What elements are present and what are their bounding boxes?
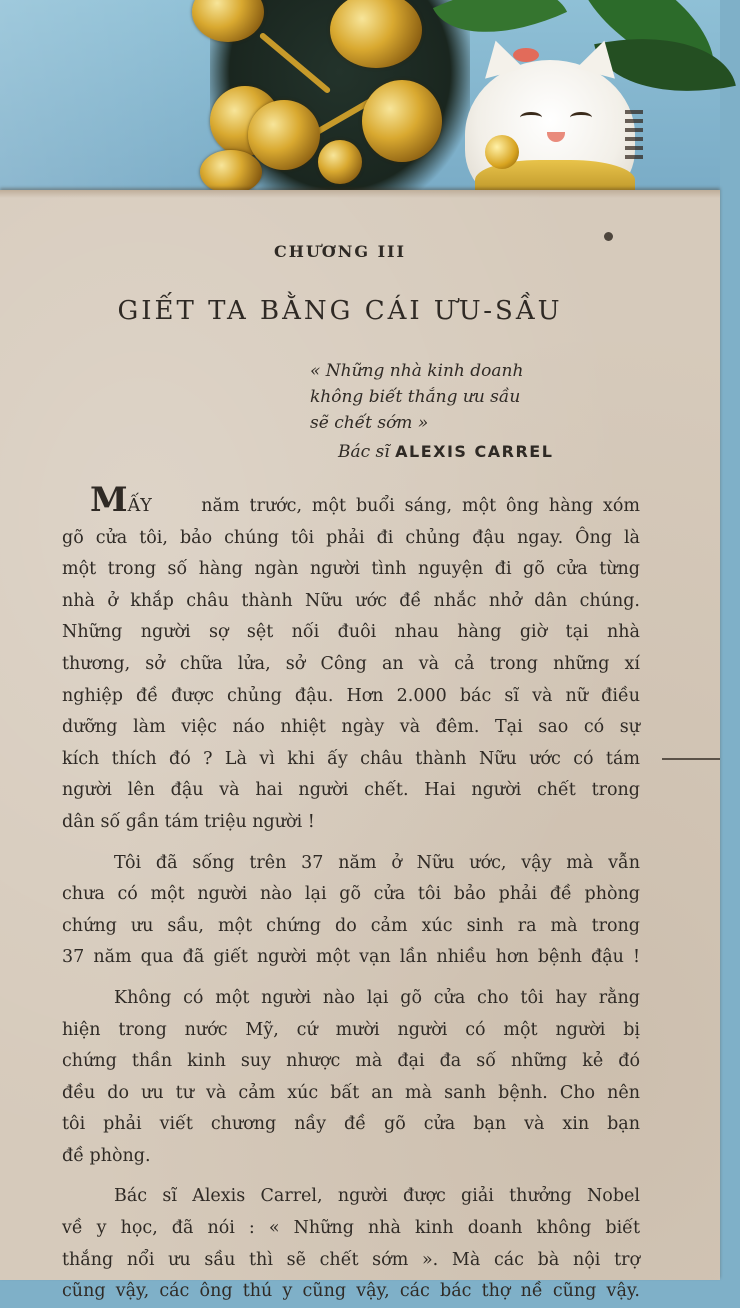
text-line: đề phòng. [62, 1145, 151, 1166]
paragraph-gap [62, 1172, 640, 1181]
cat-eye [520, 112, 542, 123]
text-line: dân số gần tám triệu người ! [62, 811, 315, 832]
text-line: một trong số hàng ngàn người tình nguyện đi gõ cửa từng [62, 559, 640, 580]
attribution-name: ALEXIS CARREL [395, 442, 554, 461]
background-scene [0, 0, 720, 200]
drop-cap: M [90, 480, 128, 520]
first-line-text: năm trước, một buổi sáng, một ông hàng xóm [201, 496, 640, 516]
text-line: cũng vậy, các ông thú y cũng vậy, các bác thợ nề cũng vậy. [62, 1281, 640, 1302]
text-line: tôi phải viết chương nầy đề gõ cửa bạn và xin bạn [62, 1114, 640, 1135]
text-line: dưỡng làm việc náo nhiệt ngày và đêm. Tại sao có sự [62, 717, 640, 738]
cat-head-mark [513, 48, 539, 62]
drop-cap-rest: ẤY [127, 496, 152, 516]
text-line: Bác sĩ Alexis Carrel, người được giải thưởng Nobel [114, 1186, 640, 1207]
text-line: nhà ở khắp châu thành Nữu ước đề nhắc nhở dân chúng. [62, 590, 640, 611]
body-text [62, 480, 640, 1308]
cat-eye [570, 112, 592, 123]
paragraph-gap [62, 974, 640, 983]
epigraph-attribution [338, 442, 553, 462]
text-line: thắng nổi ưu sầu thì sẽ chết sớm ». Mà các bà nội trợ [62, 1249, 640, 1270]
gold-ornament [200, 150, 262, 194]
gold-ornament [248, 100, 320, 170]
text-line: Không có một người nào lại gõ cửa cho tôi hay rằng [114, 987, 640, 1008]
text-line: thương, sở chữa lửa, sở Công an và cả trong những xí [62, 653, 640, 674]
text-line: Những người sợ sệt nối đuôi nhau hàng giờ tại nhà [62, 622, 640, 643]
epigraph-line: sẽ chết sớm » [310, 413, 429, 433]
text-line: 37 năm qua đã giết người một vạn lần nhiều hơn bệnh đậu ! [62, 947, 640, 968]
gold-ornament [362, 80, 442, 162]
text-line: gõ cửa tôi, bảo chúng tôi phải đi chủng đậu ngay. Ông là [62, 527, 640, 548]
gold-ornament [318, 140, 362, 184]
text-line: Tôi đã sống trên 37 năm ở Nữu ước, vậy mà vẫn [114, 852, 640, 873]
epigraph-line: « Những nhà kinh doanh [310, 361, 524, 381]
lucky-cat-figurine [455, 40, 645, 200]
attribution-prefix: Bác sĩ [338, 442, 390, 462]
text-line: chứng thần kinh suy nhược mà đại đa số những kẻ đó [62, 1051, 640, 1072]
text-line: đều do ưu tư và cảm xúc bất an mà sanh bệnh. Cho nên [62, 1082, 640, 1103]
text-line: kích thích đó ? Là vì khi ấy châu thành Nữu ước có tám [62, 748, 640, 769]
margin-mark [662, 758, 720, 760]
paragraph-gap [62, 839, 640, 848]
page-top-edge [0, 190, 720, 198]
epigraph-line: không biết thắng ưu sầu [310, 387, 521, 407]
chapter-heading: CHƯƠNG III [273, 242, 407, 261]
cat-script-mark [625, 110, 643, 160]
text-line: chưa có một người nào lại gõ cửa tôi bảo phải đề phòng [62, 884, 640, 905]
text-line: nghiệp đề được chủng đậu. Hơn 2.000 bác sĩ và nữ điều [62, 685, 640, 706]
text-line: chứng ưu sầu, một chứng do cảm xúc sinh ra mà trong [62, 915, 640, 936]
text-line [62, 480, 640, 523]
page-speck [604, 232, 613, 241]
text-line: hiện trong nước Mỹ, cứ mười người có một người bị [62, 1019, 640, 1040]
chapter-title: GIẾT TA BẰNG CÁI ƯU-SẦU [117, 296, 563, 326]
text-line: về y học, đã nói : « Những nhà kinh doanh không biết [62, 1218, 640, 1239]
text-line: người lên đậu và hai người chết. Hai người chết trong [62, 780, 640, 801]
book-page [0, 190, 720, 1302]
epigraph [310, 358, 523, 436]
cat-bell [485, 135, 519, 169]
